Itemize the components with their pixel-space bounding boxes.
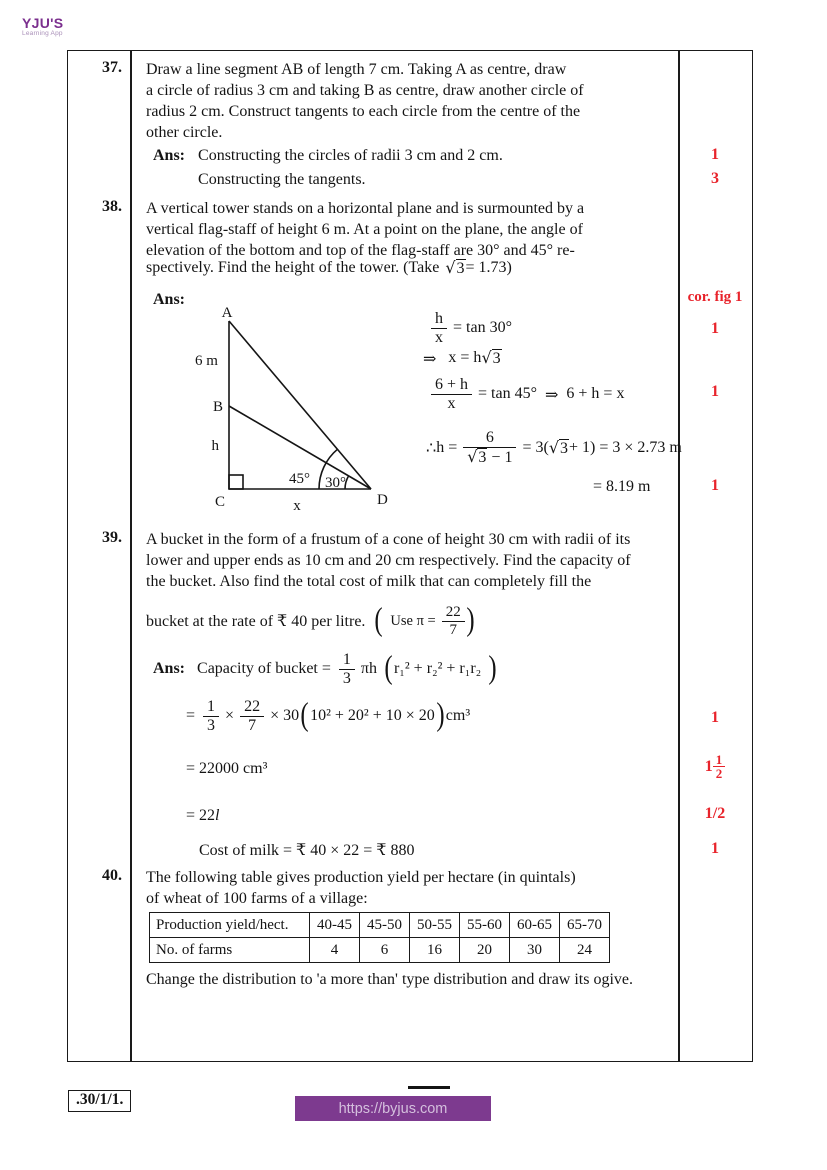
sqrt-3: √3	[481, 348, 501, 367]
header-cell: Production yield/hect.	[150, 913, 310, 938]
q38-ans-label: Ans:	[153, 291, 186, 308]
right-angle-marker	[229, 475, 243, 489]
sight-line-AD	[229, 321, 371, 489]
litre-symbol: l	[215, 807, 220, 824]
big-paren-close: )	[466, 602, 475, 639]
label-C: C	[214, 494, 225, 510]
q37-mark-1: 1	[711, 146, 719, 163]
big-paren-open: (	[374, 602, 384, 639]
table-data-row	[150, 938, 610, 963]
implies-arrow: ⇒	[423, 348, 437, 368]
logo-subtitle: Learning App	[22, 29, 63, 37]
label-30deg: 30°	[325, 475, 346, 491]
label-D: D	[377, 492, 388, 508]
data-cell: 30	[510, 938, 560, 963]
answer-sheet-table	[67, 50, 753, 1062]
q40-number: 40.	[102, 867, 122, 884]
question-column-divider	[130, 51, 132, 1061]
logo-text: YJU'S	[22, 15, 64, 31]
sqrt-3: √3	[445, 258, 465, 277]
paper-code-box: .30/1/1.	[68, 1090, 131, 1112]
data-cell: 6	[360, 938, 410, 963]
q38-formula-5: = 8.19 m	[593, 478, 651, 495]
q39-mark-3: 1/2	[704, 805, 726, 822]
q39-text: A bucket in the form of a frustum of a cone of height 30 cm with radii of its lower and upper ends as 10 cm and 20 cm respectively. Find the capacity of the bucket. Also find the total cost of milk that can completely fill the	[146, 531, 631, 590]
q39-formula-5: Cost of milk = ₹ 40 × 22 = ₹ 880	[199, 842, 415, 859]
production-yield-table	[149, 912, 610, 963]
q39-text-line4: bucket at the rate of ₹ 40 per litre. ( Use π = $\frac{22}{7}$ )	[146, 602, 475, 639]
label-B: B	[212, 399, 223, 415]
q38-mark-2: 1	[711, 383, 719, 400]
label-x: x	[293, 498, 301, 513]
q39-ans-label: Ans:	[153, 660, 186, 677]
q39-ans-formula: Ans: Capacity of bucket = $\frac{1}{3}$ πh ( r₁² + r₂² + r₁r₂ )	[153, 650, 497, 687]
label-h: h	[211, 438, 219, 454]
header-cell: 45-50	[360, 913, 410, 938]
q37-ans-label: Ans:	[153, 147, 186, 164]
label-6m: 6 m	[195, 353, 218, 369]
q38-formula-1: $\frac{h}{x}$ = tan 30°	[431, 310, 512, 347]
data-cell: 20	[460, 938, 510, 963]
q37-text: Draw a line segment AB of length 7 cm. Taking A as centre, draw a circle of radius 3 cm and taking B as centre, draw another circle of radius 2 cm. Construct tangents to each circle from the centre of the other circle.	[146, 61, 584, 141]
table-header-row	[150, 913, 610, 938]
q38-formula-3: $\frac{6 + h}{x}$ = tan 45° ⇒ 6 + h = x	[431, 376, 624, 413]
header-cell: 50-55	[410, 913, 460, 938]
times-symbol: ×	[225, 707, 235, 724]
sqrt-3: √3	[467, 446, 487, 466]
q39-mark-2: 1 $\frac{1}{2}$	[678, 753, 752, 780]
big-paren-close: )	[436, 697, 445, 734]
q38-formula-2: ⇒ x = h √3	[423, 348, 501, 368]
q38-text: A vertical tower stands on a horizontal plane and is surmounted by a vertical flag-staff of height 6 m. At a point on the plane, the angle of elevation of the bottom and top of the flag-staff are 30° and 45° re-	[146, 200, 585, 259]
q38-mark-1: 1	[711, 320, 719, 337]
data-cell: No. of farms	[150, 938, 310, 963]
label-A: A	[221, 305, 233, 321]
q39-number: 39.	[102, 529, 122, 546]
implies-arrow: ⇒	[545, 384, 559, 404]
sqrt-3: √3	[548, 437, 569, 457]
q38-formula-4: ∴ h = $\frac{6}{√3 - 1}$ = 3( √3 + 1) = 3 × 2.73 m	[426, 429, 682, 466]
marks-column-divider	[678, 51, 680, 1061]
q37-number: 37.	[102, 59, 122, 76]
header-cell: 55-60	[460, 913, 510, 938]
tower-triangle-diagram	[181, 301, 406, 513]
label-45deg: 45°	[289, 471, 310, 487]
q40-text: The following table gives production yield per hectare (in quintals) of wheat of 100 farms of a village:	[146, 869, 576, 907]
data-cell: 4	[310, 938, 360, 963]
q38-text-line4: spectively. Find the height of the tower. (Take √3 = 1.73)	[146, 258, 512, 277]
therefore-symbol: ∴	[426, 438, 437, 458]
footer-divider-line	[408, 1086, 450, 1089]
q39-formula-4: = 22l	[186, 807, 220, 824]
q39-mark-4: 1	[711, 840, 719, 857]
header-cell: 60-65	[510, 913, 560, 938]
header-cell: 40-45	[310, 913, 360, 938]
data-cell: 16	[410, 938, 460, 963]
big-paren-open: (	[384, 650, 393, 687]
q38-mark-3: 1	[711, 477, 719, 494]
q39-formula-3: = 22000 cm³	[186, 760, 268, 777]
q38-number: 38.	[102, 198, 122, 215]
q38-mark-fig: cor. fig 1	[687, 289, 743, 305]
q37-answer: Ans: Constructing the circles of radii 3 cm and 2 cm. Constructing the tangents.	[153, 144, 503, 192]
byjus-url-banner[interactable]	[295, 1096, 491, 1121]
q39-formula-2: = $\frac{1}{3}$ × $\frac{22}{7}$ × 30 ( 10² + 20² + 10 × 20 ) cm³	[186, 697, 471, 734]
q37-mark-2: 3	[711, 170, 719, 187]
big-paren-close: )	[488, 650, 497, 687]
byjus-logo	[22, 16, 63, 38]
q40-tail: Change the distribution to 'a more than' type distribution and draw its ogive.	[146, 971, 634, 988]
byjus-url-text[interactable]: https://byjus.com	[338, 1100, 448, 1117]
q39-mark-1: 1	[711, 709, 719, 726]
big-paren-open: (	[300, 697, 309, 734]
data-cell: 24	[560, 938, 610, 963]
header-cell: 65-70	[560, 913, 610, 938]
